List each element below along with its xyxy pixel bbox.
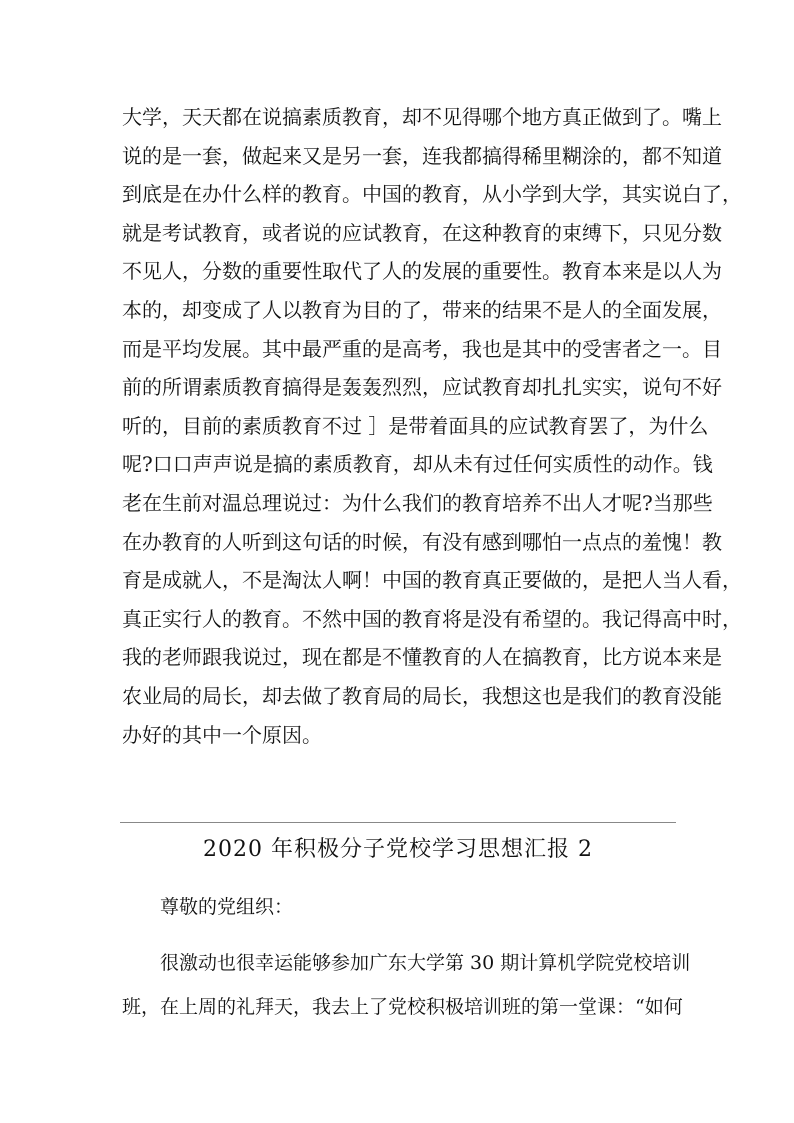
salutation: 尊敬的党组织： <box>160 896 294 918</box>
intro-line: 班，在上周的礼拜天，我去上了党校积极培训班的第一堂课：“如何 <box>122 996 683 1018</box>
section-divider <box>120 822 676 823</box>
body-line: 在办教育的人听到这句话的时候，有没有感到哪怕一点点的羞愧！教 <box>122 529 722 554</box>
body-line: 办好的其中一个原因。 <box>122 722 322 747</box>
body-line: 呢?口口声声说是搞的素质教育，却从未有过任何实质性的动作。钱 <box>122 452 713 477</box>
body-line: 不见人，分数的重要性取代了人的发展的重要性。教育本来是以人为 <box>122 259 722 284</box>
body-line: 大学，天天都在说搞素质教育，却不见得哪个地方真正做到了。嘴上 <box>122 105 722 129</box>
body-line: 而是平均发展。其中最严重的是高考，我也是其中的受害者之一。目 <box>122 336 722 361</box>
body-line: 到底是在办什么样的教育。中国的教育，从小学到大学，其实说白了， <box>122 182 742 207</box>
body-line: 前的所谓素质教育搞得是轰轰烈烈，应试教育却扎扎实实，说句不好 <box>122 375 722 400</box>
body-line: 听的，目前的素质教育不过 ］是带着面具的应试教育罢了，为什么 <box>122 413 709 438</box>
body-line: 真正实行人的教育。不然中国的教育将是没有希望的。我记得高中时， <box>122 606 742 631</box>
body-line: 我的老师跟我说过，现在都是不懂教育的人在搞教育，比方说本来是 <box>122 645 722 670</box>
body-line: 老在生前对温总理说过：为什么我们的教育培养不出人才呢?当那些 <box>122 491 713 515</box>
intro-line: 很激动也很幸运能够参加广东大学第 30 期计算机学院党校培训 <box>160 952 691 974</box>
body-line: 农业局的局长，却去做了教育局的局长，我想这也是我们的教育没能 <box>122 684 722 708</box>
body-line: 就是考试教育，或者说的应试教育，在这种教育的束缚下，只见分数 <box>122 220 722 245</box>
body-line: 育是成就人，不是淘汰人啊！中国的教育真正要做的，是把人当人看， <box>122 568 742 593</box>
body-line: 说的是一套，做起来又是另一套，连我都搞得稀里糊涂的，都不知道 <box>122 143 722 168</box>
section-title: 2020 年积极分子党校学习思想汇报 2 <box>203 837 593 862</box>
body-line: 本的，却变成了人以教育为目的了，带来的结果不是人的全面发展， <box>122 298 722 322</box>
